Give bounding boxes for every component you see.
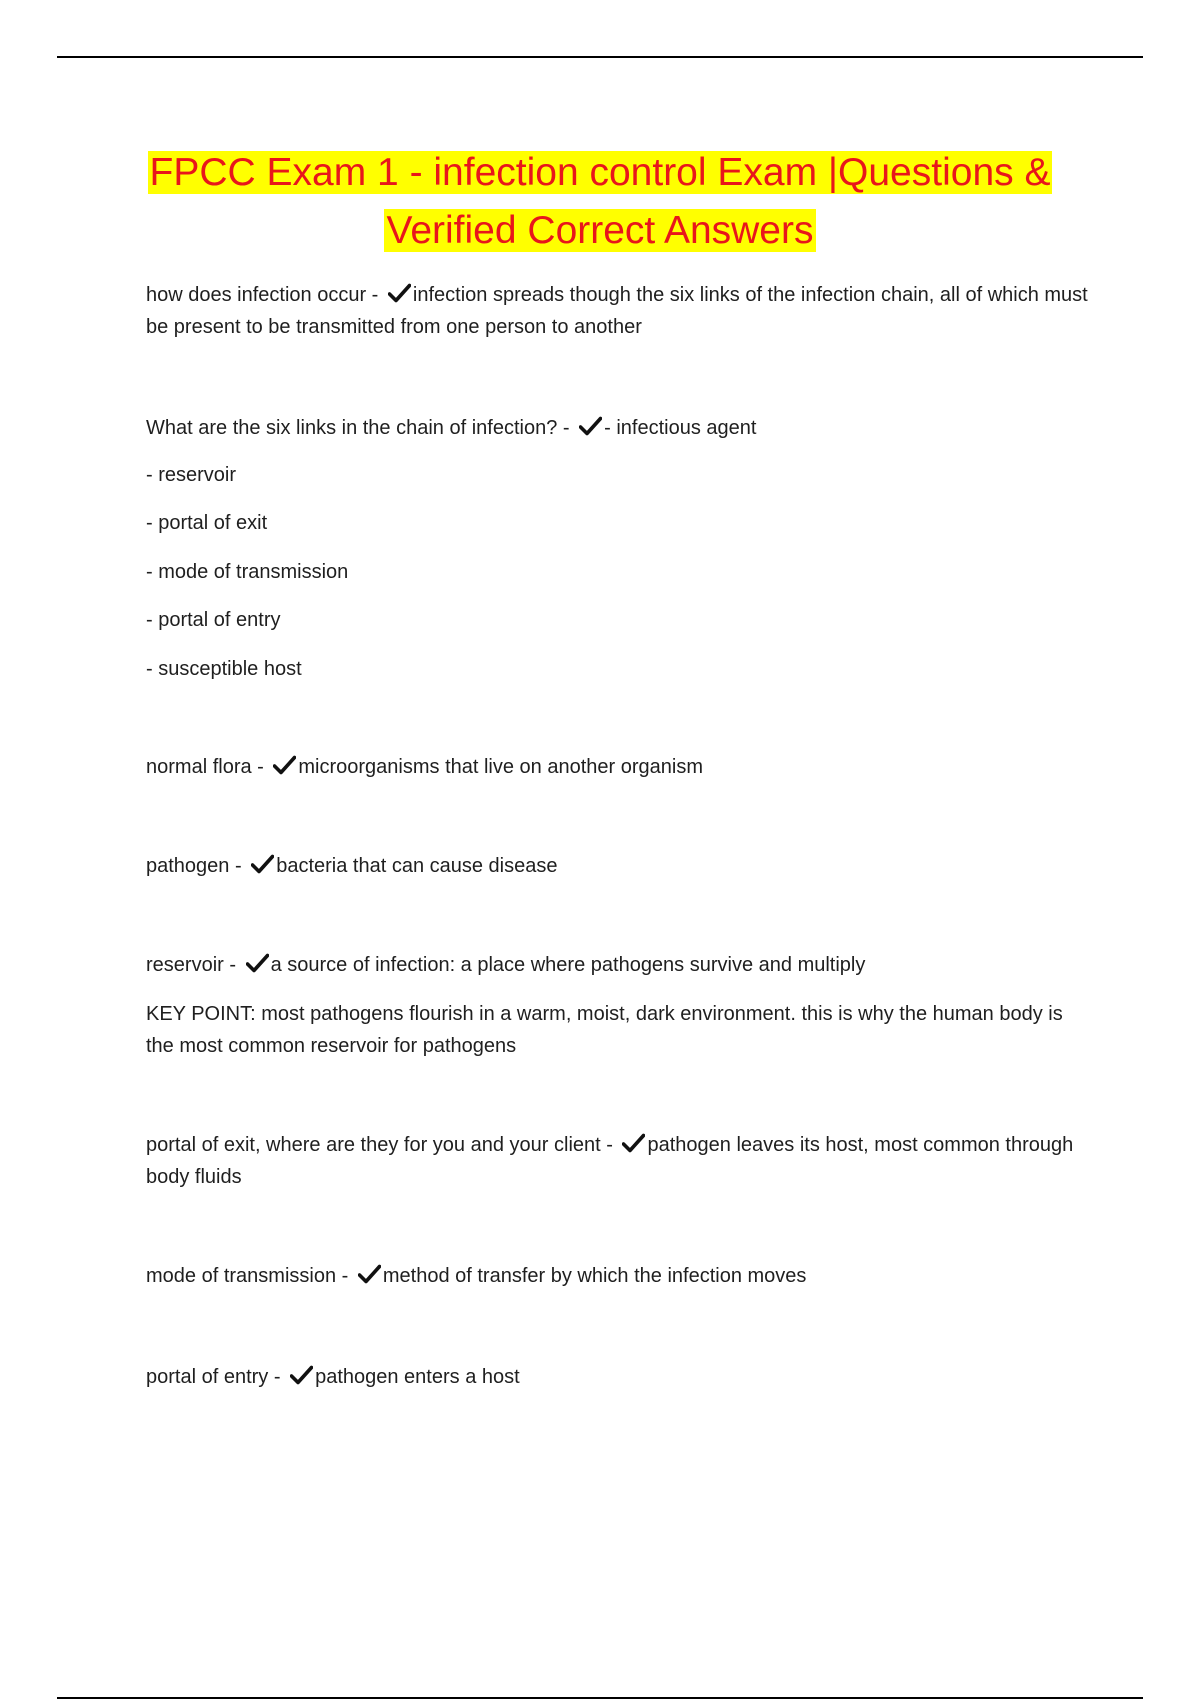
question-term: portal of entry - (146, 1366, 281, 1388)
list-item: - mode of transmission (146, 561, 349, 583)
check-mark-icon (358, 1264, 381, 1284)
question-term: What are the six links in the chain of infection? - (146, 417, 570, 439)
question-term: how does infection occur - (146, 284, 379, 306)
check-mark-icon (579, 416, 602, 436)
list-item: - susceptible host (146, 658, 302, 680)
question-term: portal of exit, where are they for you and your client - (146, 1134, 613, 1156)
question-term: mode of transmission - (146, 1265, 349, 1287)
check-mark-icon (388, 283, 411, 303)
qa-item-normal-flora (146, 751, 1096, 783)
title-line-1: FPCC Exam 1 - infection control Exam |Questions & (149, 151, 1051, 194)
check-mark-icon (290, 1365, 313, 1385)
list-item: - reservoir (146, 464, 237, 486)
question-term: reservoir - (146, 954, 237, 976)
qa-item-reservoir (146, 949, 1096, 981)
document-title (100, 144, 1100, 260)
footer-rule (57, 1697, 1143, 1699)
question-term: pathogen - (146, 855, 242, 877)
title-line-2: Verified Correct Answers (386, 209, 814, 252)
qa-item-six-links (146, 412, 1096, 444)
answer-text: method of transfer by which the infection moves (382, 1265, 807, 1287)
qa-item-pathogen (146, 850, 1096, 882)
answer-text: bacteria that can cause disease (276, 855, 558, 877)
list-item: - portal of exit (146, 512, 268, 534)
qa-item-portal-of-exit (146, 1129, 1096, 1193)
check-mark-icon (622, 1133, 645, 1153)
answer-text: infection spreads though the six links of the infection chain, all of which must be present to be transmitted from one person to another (146, 284, 1088, 338)
qa-item-infection-occur (146, 279, 1096, 343)
check-mark-icon (246, 953, 269, 973)
key-point-note: KEY POINT: most pathogens flourish in a warm, moist, dark environment. this is why the human body is the most common reservoir for pathogens (146, 1003, 1063, 1057)
answer-text: pathogen leaves its host, most common through body fluids (146, 1134, 1074, 1188)
answer-text: - infectious agent (604, 417, 757, 439)
qa-item-portal-of-entry (146, 1361, 1096, 1393)
check-mark-icon (273, 755, 296, 775)
answer-text: pathogen enters a host (315, 1366, 520, 1388)
question-term: normal flora - (146, 756, 264, 778)
answer-text: a source of infection: a place where pathogens survive and multiply (270, 954, 866, 976)
qa-item-mode-of-transmission (146, 1260, 1096, 1292)
answer-text: microorganisms that live on another organism (298, 756, 704, 778)
header-rule (57, 56, 1143, 58)
check-mark-icon (251, 854, 274, 874)
list-item: - portal of entry (146, 609, 281, 631)
